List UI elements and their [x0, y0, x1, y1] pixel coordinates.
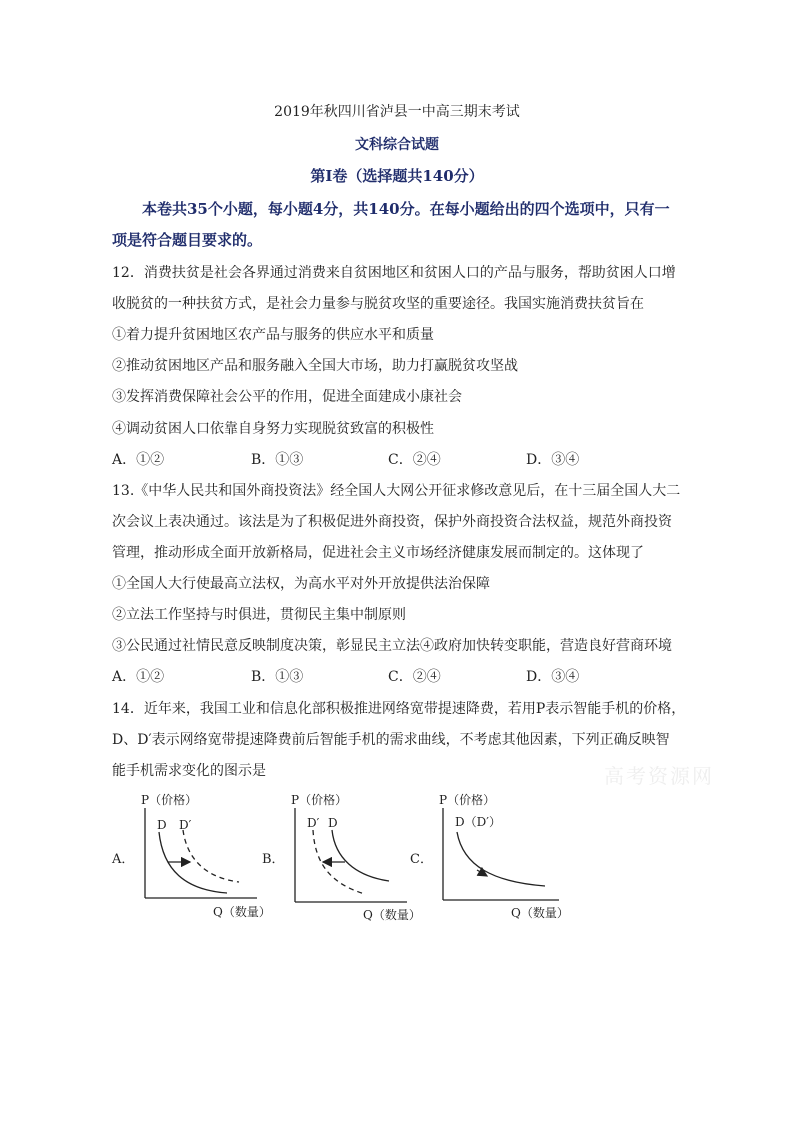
graph-a-x-label: Q（数量）: [213, 905, 271, 919]
q13-option-a[interactable]: A．①②: [112, 669, 165, 685]
q12-statement-3: ③发挥消费保障社会公平的作用，促进全面建成小康社会: [112, 389, 462, 405]
section-title: 第Ⅰ卷（选择题共140分）: [310, 167, 484, 185]
graph-c-option[interactable]: C．: [410, 852, 433, 867]
graph-c-x-label: Q（数量）: [511, 906, 569, 920]
graph-c: [433, 790, 568, 925]
graph-c-curve-d: [457, 832, 545, 886]
q13-stem-line3: 管理，推动形成全面开放新格局，促进社会主义市场经济健康发展而制定的。这体现了: [112, 545, 644, 561]
q14-stem-line2: D、D′表示网络宽带提速降费前后智能手机的需求曲线，不考虑其他因素，下列正确反映智: [112, 732, 670, 748]
graph-b-option[interactable]: B．: [262, 852, 285, 867]
q14-stem-line3: 能手机需求变化的图示是: [112, 763, 266, 779]
q12-option-d[interactable]: D．③④: [526, 452, 580, 468]
q12-option-a[interactable]: A．①②: [112, 452, 165, 468]
q12-option-c[interactable]: C．②④: [388, 452, 441, 468]
q12-statement-4: ④调动贫困人口依靠自身努力实现脱贫致富的积极性: [112, 421, 434, 437]
q12-stem-line2: 收脱贫的一种扶贫方式，是社会力量参与脱贫攻坚的重要途径。我国实施消费扶贫旨在: [112, 296, 644, 312]
graph-a-option[interactable]: A．: [112, 852, 135, 867]
graph-a-label-d-prime: D′: [179, 818, 192, 832]
q13-option-c[interactable]: C．②④: [388, 669, 441, 685]
watermark: 高考资源网: [604, 764, 714, 788]
graph-b-label-d-prime: D′: [307, 816, 320, 830]
graph-b-curve-d: [332, 830, 389, 881]
q14-stem-line1: 14．近年来，我国工业和信息化部积极推进网络宽带提速降费，若用P表示智能手机的价格，: [112, 701, 686, 717]
graph-a: [135, 790, 271, 925]
graph-a-y-label: P（价格）: [141, 793, 198, 807]
graph-a-curve-d-prime: [183, 830, 239, 882]
instructions: 本卷共35个小题，每小题4分，共140分。在每小题给出的四个选项中，只有一项是符合题目要求的。: [112, 200, 670, 249]
q12-stem-line1: 12．消费扶贫是社会各界通过消费来自贫困地区和贫困人口的产品与服务，帮助贫困人口增: [112, 265, 676, 281]
q13-option-d[interactable]: D．③④: [526, 669, 580, 685]
graph-b-label-d: D: [328, 816, 338, 830]
q13-option-b[interactable]: B．①③: [251, 669, 304, 685]
graph-c-y-label: P（价格）: [439, 793, 496, 807]
q12-statement-1: ①着力提升贫困地区农产品与服务的供应水平和质量: [112, 327, 434, 343]
q13-statement-1: ①全国人大行使最高立法权，为高水平对外开放提供法治保障: [112, 576, 490, 592]
q13-stem-line1: 13.《中华人民共和国外商投资法》经全国人大网公开征求修改意见后，在十三届全国人大二: [112, 483, 681, 499]
q12-statement-2: ②推动贫困地区产品和服务融入全国大市场，助力打赢脱贫攻坚战: [112, 358, 518, 374]
q13-stem-line2: 次会议上表决通过。该法是为了积极促进外商投资，保护外商投资合法权益，规范外商投资: [112, 514, 672, 530]
q12-option-b[interactable]: B．①③: [251, 452, 304, 468]
graph-a-label-d: D: [157, 818, 167, 832]
graph-b: [285, 790, 421, 925]
graph-b-y-label: P（价格）: [291, 793, 348, 807]
exam-title: 2019年秋四川省泸县一中高三期末考试: [274, 104, 520, 120]
graph-c-label-d: D（D′）: [455, 815, 501, 829]
subject-title: 文科综合试题: [355, 137, 439, 153]
graph-b-x-label: Q（数量）: [363, 908, 421, 922]
q13-statement-2: ②立法工作坚持与时俱进，贯彻民主集中制原则: [112, 607, 406, 623]
q13-statement-3-4: ③公民通过社情民意反映制度决策，彰显民主立法④政府加快转变职能，营造良好营商环境: [112, 638, 672, 654]
